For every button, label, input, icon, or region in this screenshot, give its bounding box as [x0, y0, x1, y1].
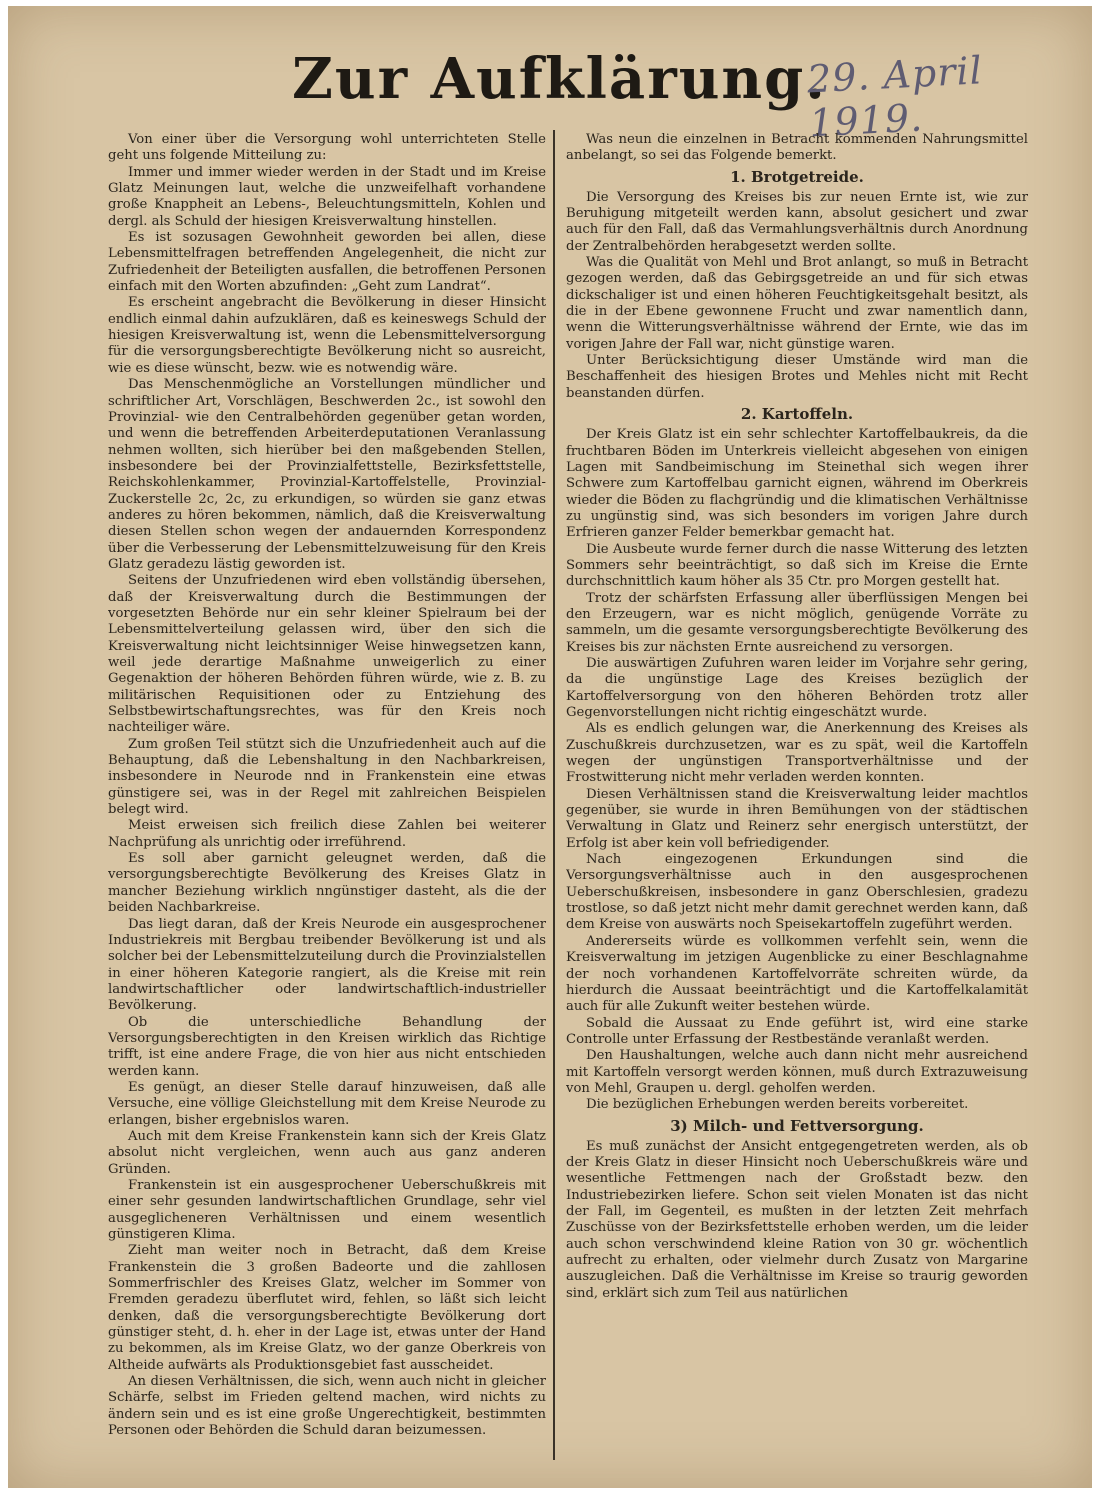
article-paragraph: Unter Berücksichtigung dieser Umstände wird man die Beschaffenheit des hiesigen Brotes und Mehles nicht mit Recht beanstanden dürfen.: [566, 353, 1028, 401]
article-paragraph: Immer und immer wieder werden in der Stadt und im Kreise Glatz Meinungen laut, welche die unzweifelhaft vorhandene große Knappheit an Lebens-, Beleuchtungsmitteln, Kohlen und dergl. als Schuld der hiesigen Kreisverwaltung hinstellen.: [108, 164, 546, 229]
article-paragraph: Nach eingezogenen Erkundungen sind die Versorgungsverhältnisse auch in den ausgesprochenen Ueberschußkreisen, insbesondere in ganz Oberschlesien, gradezu trostlose, so daß jetzt nicht mehr damit gerechnet werden kann, daß dem Kreise von auswärts noch Speisekartoffeln zugeführt werden.: [566, 852, 1028, 933]
article-paragraph: Was neun die einzelnen in Betracht kommenden Nahrungsmittel anbelangt, so sei das Folgende bemerkt.: [566, 132, 1028, 164]
article-paragraph: Es genügt, an dieser Stelle darauf hinzuweisen, daß alle Versuche, eine völlige Gleichstellung mit dem Kreise Neurode zu erlangen, bisher ergebnislos waren.: [108, 1079, 546, 1128]
article-paragraph: Es soll aber garnicht geleugnet werden, daß die versorgungsberechtigte Bevölkerung des Kreises Glatz in mancher Beziehung wirklich nngünstiger dasteht, als die der beiden Nachbarkreise.: [108, 851, 546, 916]
article-paragraph: Ob die unterschiedliche Behandlung der Versorgungsberechtigten in den Kreisen wirklich das Richtige trifft, ist eine andere Frage, die von hier aus nicht entschieden werden kann.: [108, 1014, 546, 1079]
article-paragraph: Frankenstein ist ein ausgesprochener Ueberschußkreis mit einer sehr gesunden landwirtschaftlichen Grundlage, sehr viel ausgeglicheneren Verhältnissen und einem wesentlich günstigeren Klima.: [108, 1178, 546, 1243]
article-paragraph: Von einer über die Versorgung wohl unterrichteten Stelle geht uns folgende Mitteilung zu:: [108, 132, 546, 164]
article-paragraph: Seitens der Unzufriedenen wird eben vollständig übersehen, daß der Kreisverwaltung durch die Bestimmungen der vorgesetzten Behörde nur ein sehr kleiner Spielraum bei der Lebensmittelverteilung gelassen wird, über den sich die Kreisverwaltung nicht leichtsinniger Weise hinwegsetzen kann, weil jede derartige Maßnahme unweigerlich zu einer Gegenaktion der höheren Behörden führen würde, wie z. B. zu militärischen Requisitionen oder zu Entziehung des Selbstbewirtschaftungsrechtes, was für den Kreis noch nachteiliger wäre.: [108, 573, 546, 736]
article-paragraph: Zum großen Teil stützt sich die Unzufriedenheit auch auf die Behauptung, daß die Lebenshaltung in den Nachbarkreisen, insbesondere in Neurode nnd in Frankenstein eine etwas günstigere sei, was in der Regel mit zahlreichen Beispielen belegt wird.: [108, 736, 546, 818]
article-paragraph: Es erscheint angebracht die Bevölkerung in dieser Hinsicht endlich einmal dahin aufzuklären, daß es keineswegs Schuld der hiesigen Kreisverwaltung ist, wenn die Lebensmittelversorgung für die versorgungsberechtigte Bevölkerung nicht so ausreicht, wie es diese wünscht, bezw. wie es notwendig wäre.: [108, 295, 546, 376]
article-paragraph: Diesen Verhältnissen stand die Kreisverwaltung leider machtlos gegenüber, sie wurde in ihren Bemühungen von der städtischen Verwaltung in Glatz und Reinerz sehr energisch unterstützt, der Erfolg ist aber kein voll befriedigender.: [566, 786, 1028, 851]
article-paragraph: Auch mit dem Kreise Frankenstein kann sich der Kreis Glatz absolut nicht vergleichen, wenn auch aus ganz anderen Gründen.: [108, 1128, 546, 1177]
handwritten-date: 29. April 1919.: [805, 48, 984, 146]
article-paragraph: Trotz der schärfsten Erfassung aller überflüssigen Mengen bei den Erzeugern, war es nicht möglich, genügende Vorräte zu sammeln, um die gesamte versorgungsberechtigte Bevölkerung des Kreises bis zur nächsten Ernte ausreichend zu versorgen.: [566, 590, 1028, 655]
article-paragraph: Es ist sozusagen Gewohnheit geworden bei allen, diese Lebensmittelfragen betreffenden Angelegenheit, die nicht zur Zufriedenheit der Beteiligten ausfallen, die betroffenen Personen einfach mit den Worten abzufinden: „Geht zum Landrat“.: [108, 230, 546, 295]
article-paragraph: Das liegt daran, daß der Kreis Neurode ein ausgesprochener Industriekreis mit Bergbau treibender Bevölkerung ist und als solcher bei der Lebensmittelzuteilung durch die Provinzialstellen in einer höheren Kategorie rangiert, als die Kreise mit rein landwirtschaftlicher oder landwirtschaftlich-industrieller Bevölkerung.: [108, 916, 546, 1014]
section-heading: 1. Brotgetreide.: [730, 167, 864, 186]
article-paragraph: Andererseits würde es vollkommen verfehlt sein, wenn die Kreisverwaltung im jetzigen Augenblicke zu einer Beschlagnahme der noch vorhandenen Kartoffelvorräte schreiten würde, da hierdurch die Aussaat beeinträchtigt und die Kartoffelkalamität auch für alle Zukunft weiter bestehen würde.: [566, 933, 1028, 1015]
article-paragraph: Was die Qualität von Mehl und Brot anlangt, so muß in Betracht gezogen werden, daß das Gebirgsgetreide an und für sich etwas dickschaliger ist und einen höheren Feuchtigkeitsgehalt besitzt, als die in der Ebene gewonnene Frucht und zwar namentlich dann, wenn die Witterungsverhältnisse während der Ernte, wie das im vorigen Jahre der Fall war, nicht günstige waren.: [566, 255, 1028, 352]
right-column: [566, 132, 1028, 1472]
article-paragraph: Den Haushaltungen, welche auch dann nicht mehr ausreichend mit Kartoffeln versorgt werden können, muß durch Extrazuweisung von Mehl, Graupen u. dergl. geholfen werden.: [566, 1048, 1028, 1096]
article-paragraph: Die Versorgung des Kreises bis zur neuen Ernte ist, wie zur Beruhigung mitgeteilt werden kann, absolut gesichert und zwar auch für den Fall, daß das Vermahlungsverhältnis durch Anordnung der Zentralbehörden herabgesetzt werden sollte.: [566, 189, 1028, 254]
article-paragraph: Zieht man weiter noch in Betracht, daß dem Kreise Frankenstein die 3 großen Badeorte und die zahllosen Sommerfrischler des Kreises Glatz, welcher im Sommer von Fremden geradezu überflutet wird, fehlen, so läßt sich leicht denken, daß die versorgungsberechtigte Bevölkerung dort günstiger steht, d. h. eher in der Lage ist, etwas unter der Hand zu bekommen, als im Kreise Glatz, wo der ganze Oberkreis von Altheide aufwärts als Produktionsgebiet fast ausscheidet.: [108, 1243, 546, 1373]
section-heading: 2. Kartoffeln.: [740, 405, 854, 424]
article-paragraph: Die auswärtigen Zufuhren waren leider im Vorjahre sehr gering, da die ungünstige Lage des Kreises bezüglich der Kartoffelversorgung von den höheren Behörden trotz aller Gegenvorstellungen nicht richtig eingeschätzt wurde.: [566, 655, 1028, 720]
column-divider: [553, 130, 555, 1460]
section-heading: 3) Milch- und Fettversorgung.: [670, 1116, 924, 1135]
left-column: [108, 132, 546, 1472]
article-paragraph: Das Menschenmögliche an Vorstellungen mündlicher und schriftlicher Art, Vorschlägen, Beschwerden 2c., ist sowohl den Provinzial- wie den Centralbehörden gegenüber getan worden, und wenn die betreffenden Arbeiterdeputationen Veranlassung nehmen wollten, sich hierüber bei den maßgebenden Stellen, insbesondere bei der Provinzialfettstelle, Bezirksfettstelle, Reichskohlenkammer, Provinzial-Kartoffelstelle, Provinzial-Zuckerstelle 2c, 2c, zu erkundigen, so würden sie ganz etwas anderes zu hören bekommen, nämlich, daß die Kreisverwaltung diesen Stellen schon wegen der andauernden Korrespondenz über die Verbesserung der Lebensmittelzuweisung für den Kreis Glatz geradezu lästig geworden ist.: [108, 377, 546, 572]
page-title: Zur Aufklärung.: [292, 46, 827, 112]
article-paragraph: Sobald die Aussaat zu Ende geführt ist, wird eine starke Controlle unter Erfassung der Restbestände veranlaßt werden.: [566, 1015, 1028, 1047]
newspaper-page: [8, 6, 1092, 1488]
article-paragraph: Meist erweisen sich freilich diese Zahlen bei weiterer Nachprüfung als unrichtig oder irreführend.: [108, 818, 546, 850]
article-paragraph: Es muß zunächst der Ansicht entgegengetreten werden, als ob der Kreis Glatz in dieser Hinsicht noch Ueberschußkreis wäre und wesentliche Fettmengen nach der Großstadt bezw. den Industriebezirken liefere. Schon seit vielen Monaten ist das nicht der Fall, im Gegenteil, es mußten in der letzten Zeit mehrfach Zuschüsse von der Bezirksfettstelle erhoben werden, um die leider auch schon verschwindend kleine Ration von 30 gr. wöchentlich aufrecht zu erhalten, oder vielmehr durch Zusatz von Margarine auszugleichen. Daß die Verhältnisse im Kreise so traurig geworden sind, erklärt sich zum Teil aus natürlichen: [566, 1138, 1028, 1301]
article-paragraph: Die Ausbeute wurde ferner durch die nasse Witterung des letzten Sommers sehr beeinträchtigt, so daß sich im Kreise die Ernte durchschnittlich kaum höher als 35 Ctr. pro Morgen gestellt hat.: [566, 541, 1028, 590]
article-paragraph: Als es endlich gelungen war, die Anerkennung des Kreises als Zuschußkreis durchzusetzen, war es zu spät, weil die Kartoffeln wegen der ungünstigen Transportverhältnisse und der Frostwitterung nicht mehr verladen werden konnten.: [566, 721, 1028, 786]
article-paragraph: Der Kreis Glatz ist ein sehr schlechter Kartoffelbaukreis, da die fruchtbaren Böden im Unterkreis vielleicht abgesehen von einigen Lagen mit Sandbeimischung im Steinethal sich wegen ihrer Schwere zum Kartoffelbau garnicht eignen, während im Oberkreis wieder die Böden zu flachgründig und die klimatischen Verhältnisse zu ungünstig sind, was sich besonders im vorigen Jahre durch Erfrieren ganzer Felder bemerkbar gemacht hat.: [566, 427, 1028, 541]
masthead: [8, 44, 1092, 146]
article-paragraph: Die bezüglichen Erhebungen werden bereits vorbereitet.: [586, 1097, 969, 1113]
article-paragraph: An diesen Verhältnissen, die sich, wenn auch nicht in gleicher Schärfe, selbst im Frieden geltend machen, wird nichts zu ändern sein und es ist eine große Ungerechtigkeit, bestimmten Personen oder Behörden die Schuld daran beizumessen.: [108, 1374, 546, 1439]
